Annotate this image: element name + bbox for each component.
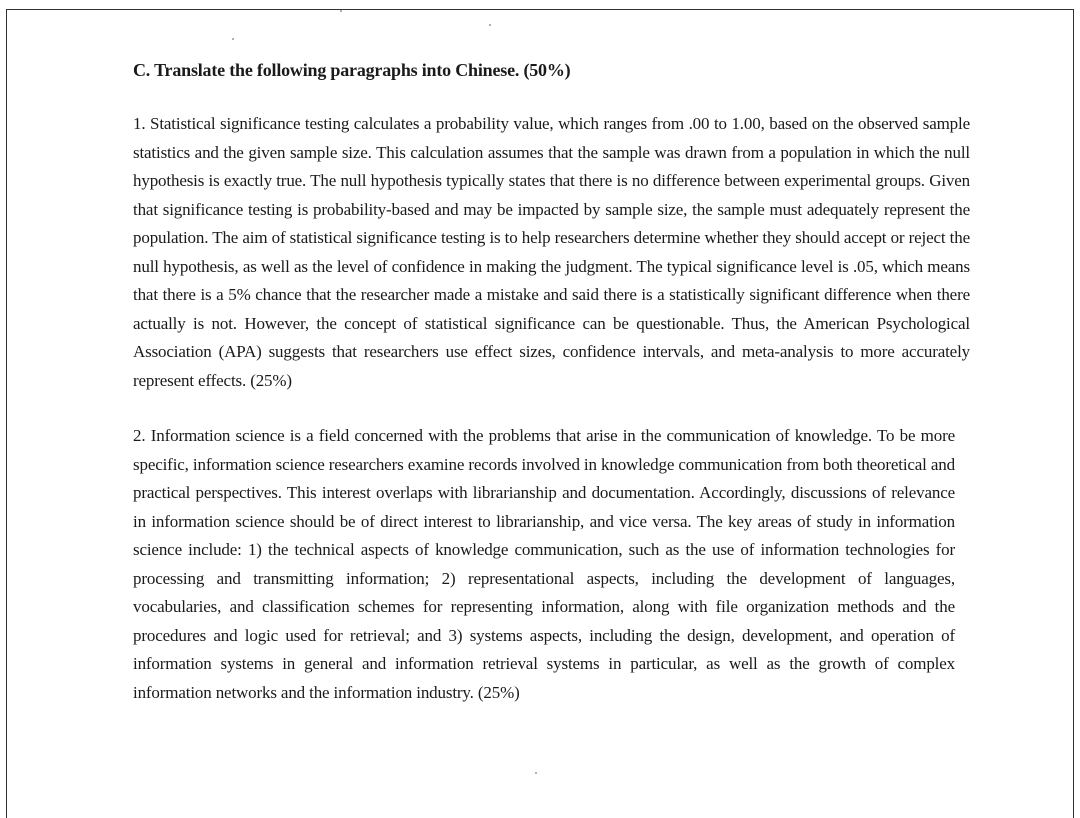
scan-speck [489, 24, 491, 26]
scan-speck [535, 772, 537, 774]
exam-section-c [133, 56, 970, 707]
scan-speck [340, 10, 342, 12]
scan-speck [232, 38, 234, 40]
section-heading: C. Translate the following paragraphs into Chinese. (50%) [133, 60, 571, 80]
paragraph-2: 2. Information science is a field concerned with the problems that arise in the communication of knowledge. To be more specific, information science researchers examine records involved in knowledge communication from both theoretical and practical perspectives. This interest overlaps with librarianship and documentation. Accordingly, discussions of relevance in information science should be of direct interest to librarianship, and vice versa. The key areas of study in information science include: 1) the technical aspects of knowledge communication, such as the use of information technologies for processing and transmitting information; 2) representational aspects, including the development of languages, vocabularies, and classification schemes for representing information, along with file organization methods and the procedures and logic used for retrieval; and 3) systems aspects, including the design, development, and operation of information systems in general and information retrieval systems in particular, as well as the growth of complex information networks and the information industry. (25%) [133, 426, 955, 702]
paragraph-1: 1. Statistical significance testing calculates a probability value, which ranges from .00 to 1.00, based on the observed sample statistics and the given sample size. This calculation assumes that the sample was drawn from a population in which the null hypothesis is exactly true. The null hypothesis typically states that there is no difference between experimental groups. Given that significance testing is probability-based and may be impacted by sample size, the sample must adequately represent the population. The aim of statistical significance testing is to help researchers determine whether they should accept or reject the null hypothesis, as well as the level of confidence in making the judgment. The typical significance level is .05, which means that there is a 5% chance that the researcher made a mistake and said there is a statistically significant difference when there actually is not. However, the concept of statistical significance can be questionable. Thus, the American Psychological Association (APA) suggests that researchers use effect sizes, confidence intervals, and meta-analysis to more accurately represent effects. (25%) [133, 114, 970, 390]
